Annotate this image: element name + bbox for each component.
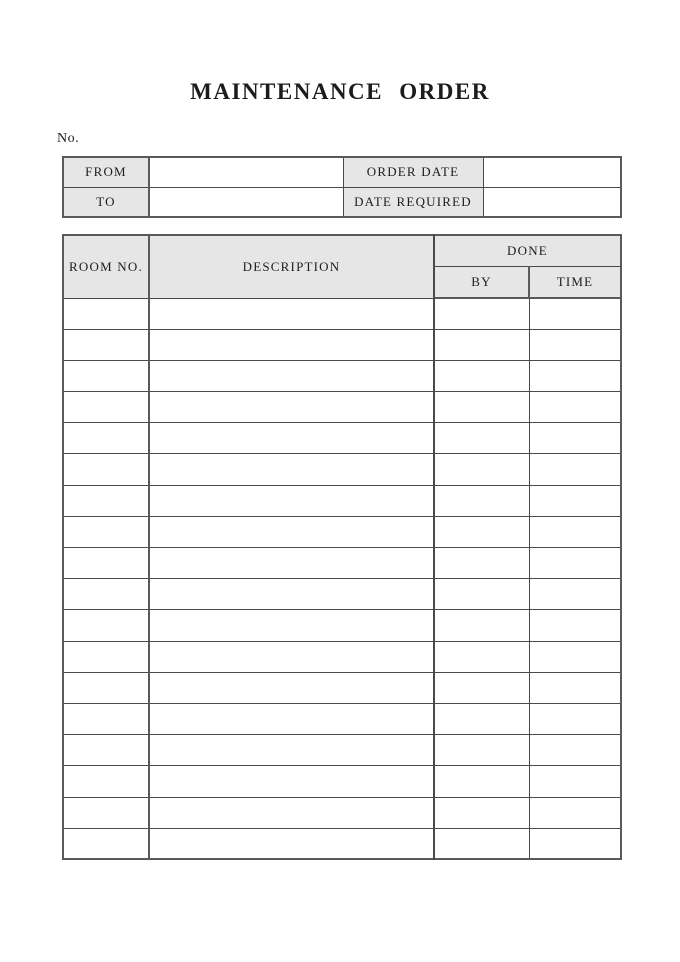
room-no-cell[interactable] [63,579,149,610]
done-by-cell[interactable] [434,298,529,329]
done-by-cell[interactable] [434,454,529,485]
room-no-cell[interactable] [63,392,149,423]
done-by-cell[interactable] [434,579,529,610]
done-time-cell[interactable] [529,703,621,734]
room-no-cell[interactable] [63,423,149,454]
table-row [63,454,621,485]
maintenance-items-table [62,234,622,860]
room-no-cell[interactable] [63,485,149,516]
done-time-cell[interactable] [529,641,621,672]
room-no-cell[interactable] [63,329,149,360]
by-header: BY [434,267,529,299]
table-row [63,423,621,454]
done-by-cell[interactable] [434,703,529,734]
room-no-cell[interactable] [63,703,149,734]
date-required-label: DATE REQUIRED [343,187,483,217]
room-no-cell[interactable] [63,797,149,828]
to-label: TO [63,187,149,217]
done-time-cell[interactable] [529,360,621,391]
description-cell[interactable] [149,548,434,579]
room-no-cell[interactable] [63,610,149,641]
done-by-cell[interactable] [434,329,529,360]
table-row [63,766,621,797]
description-cell[interactable] [149,766,434,797]
done-by-cell[interactable] [434,735,529,766]
description-cell[interactable] [149,703,434,734]
done-by-cell[interactable] [434,516,529,547]
done-time-cell[interactable] [529,610,621,641]
table-row [63,392,621,423]
done-by-cell[interactable] [434,797,529,828]
info-row-to [63,187,621,217]
table-row [63,703,621,734]
table-row [63,610,621,641]
order-date-label: ORDER DATE [343,157,483,187]
room-no-cell[interactable] [63,828,149,859]
room-no-cell[interactable] [63,298,149,329]
description-cell[interactable] [149,298,434,329]
done-time-cell[interactable] [529,298,621,329]
from-label: FROM [63,157,149,187]
done-time-cell[interactable] [529,735,621,766]
done-by-cell[interactable] [434,392,529,423]
room-no-cell[interactable] [63,735,149,766]
order-info-table [62,156,622,218]
done-time-cell[interactable] [529,579,621,610]
done-by-cell[interactable] [434,766,529,797]
table-row [63,298,621,329]
table-row [63,516,621,547]
table-row [63,672,621,703]
info-row-from [63,157,621,187]
room-no-header: ROOM NO. [63,235,149,298]
header-row-top [63,235,621,267]
room-no-cell[interactable] [63,672,149,703]
room-no-cell[interactable] [63,454,149,485]
room-no-cell[interactable] [63,766,149,797]
done-time-cell[interactable] [529,516,621,547]
done-time-cell[interactable] [529,548,621,579]
done-time-cell[interactable] [529,672,621,703]
done-by-cell[interactable] [434,672,529,703]
order-number-label: No. [57,131,80,146]
table-row [63,579,621,610]
table-row [63,548,621,579]
table-row [63,329,621,360]
room-no-cell[interactable] [63,360,149,391]
room-no-cell[interactable] [63,548,149,579]
description-cell[interactable] [149,485,434,516]
description-cell[interactable] [149,423,434,454]
room-no-cell[interactable] [63,516,149,547]
done-header: DONE [434,235,621,267]
done-by-cell[interactable] [434,548,529,579]
description-cell[interactable] [149,641,434,672]
done-by-cell[interactable] [434,641,529,672]
description-cell[interactable] [149,516,434,547]
done-time-cell[interactable] [529,766,621,797]
done-by-cell[interactable] [434,828,529,859]
to-value-cell[interactable] [149,187,343,217]
time-header: TIME [529,267,621,299]
table-row [63,641,621,672]
from-value-cell[interactable] [149,157,343,187]
done-by-cell[interactable] [434,423,529,454]
done-time-cell[interactable] [529,329,621,360]
done-time-cell[interactable] [529,392,621,423]
done-by-cell[interactable] [434,360,529,391]
done-time-cell[interactable] [529,797,621,828]
table-row [63,797,621,828]
description-cell[interactable] [149,360,434,391]
done-time-cell[interactable] [529,423,621,454]
page-title: MAINTENANCE ORDER [190,79,490,104]
done-by-cell[interactable] [434,485,529,516]
description-cell[interactable] [149,735,434,766]
description-cell[interactable] [149,579,434,610]
room-no-cell[interactable] [63,641,149,672]
table-row [63,735,621,766]
order-date-value-cell[interactable] [483,157,621,187]
table-row [63,828,621,859]
description-header: DESCRIPTION [149,235,434,298]
description-cell[interactable] [149,610,434,641]
description-cell[interactable] [149,454,434,485]
table-row [63,485,621,516]
table-row [63,360,621,391]
description-cell[interactable] [149,828,434,859]
done-time-cell[interactable] [529,454,621,485]
description-cell[interactable] [149,329,434,360]
description-cell[interactable] [149,797,434,828]
description-cell[interactable] [149,672,434,703]
date-required-value-cell[interactable] [483,187,621,217]
done-by-cell[interactable] [434,610,529,641]
done-time-cell[interactable] [529,828,621,859]
done-time-cell[interactable] [529,485,621,516]
description-cell[interactable] [149,392,434,423]
